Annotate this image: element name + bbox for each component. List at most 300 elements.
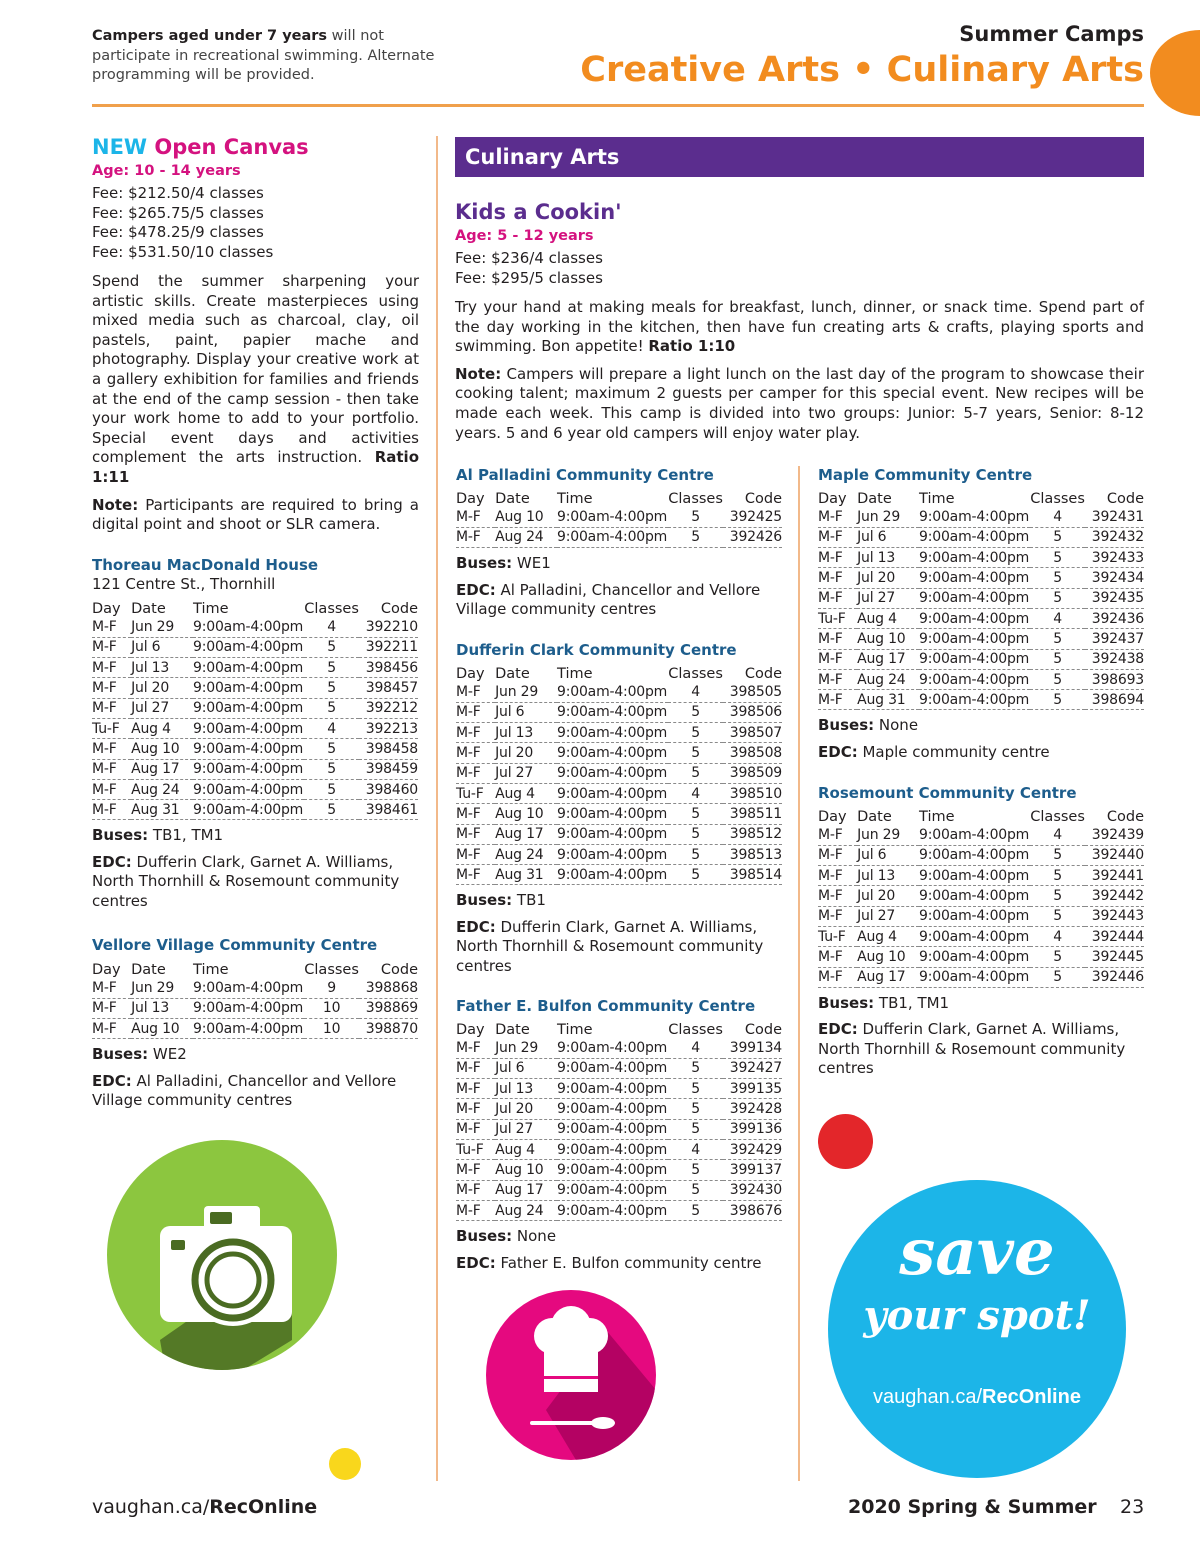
cell-code: 398693 — [1085, 669, 1144, 689]
cell-day: M-F — [92, 779, 131, 799]
cell-classes: 5 — [668, 527, 723, 547]
cell-day: M-F — [456, 804, 495, 824]
table-row — [92, 759, 418, 779]
table-row — [92, 739, 418, 759]
cell-code: 399137 — [723, 1160, 782, 1180]
table-row — [456, 1079, 782, 1099]
table-row — [92, 637, 418, 657]
cell-date: Aug 24 — [495, 844, 557, 864]
cell-date: Aug 4 — [857, 926, 919, 946]
table-row — [818, 866, 1144, 886]
table-row — [818, 507, 1144, 527]
cell-date: Jun 29 — [131, 978, 193, 998]
corner-tab-circle — [1150, 30, 1200, 116]
cell-day: M-F — [456, 763, 495, 783]
cell-code: 398459 — [359, 759, 418, 779]
buses-info: Buses: None — [818, 716, 919, 735]
cell-date: Jul 6 — [495, 1058, 557, 1078]
table-row — [456, 1058, 782, 1078]
cell-classes: 5 — [1030, 690, 1085, 710]
cell-date: Aug 31 — [495, 865, 557, 885]
cell-code: 398507 — [723, 723, 782, 743]
promo-your-spot-text: your spot! — [863, 1292, 1091, 1339]
cell-classes: 4 — [1030, 825, 1085, 845]
cell-day: M-F — [92, 759, 131, 779]
cell-time: 9:00am-4:00pm — [557, 1139, 668, 1159]
cell-code: 392439 — [1085, 825, 1144, 845]
schedule-table — [92, 595, 418, 820]
kids-cookin-description: Try your hand at making meals for breakfast, lunch, dinner, or snack time. Spend part of the day working in the kitchen, then have fun creating arts & crafts, playing sports and swimming. Bon appetite! Ratio 1:10 — [455, 298, 1144, 356]
cell-date: Aug 24 — [131, 779, 193, 799]
cell-classes: 5 — [1030, 866, 1085, 886]
cell-time: 9:00am-4:00pm — [193, 779, 304, 799]
cell-date: Aug 10 — [495, 507, 557, 527]
table-row — [818, 690, 1144, 710]
column-header-time: Time — [193, 601, 229, 617]
cell-code: 392431 — [1085, 507, 1144, 527]
cell-classes: 5 — [1030, 527, 1085, 547]
promo-url[interactable]: vaughan.ca/RecOnline — [873, 1386, 1081, 1408]
cell-time: 9:00am-4:00pm — [193, 698, 304, 718]
header-rule — [92, 104, 1144, 107]
cell-day: M-F — [456, 743, 495, 763]
column-header-date: Date — [495, 666, 530, 682]
cell-classes: 5 — [1030, 568, 1085, 588]
cell-code: 392433 — [1085, 548, 1144, 568]
cell-classes: 5 — [1030, 669, 1085, 689]
fee-line: Fee: $265.75/5 classes — [92, 203, 264, 222]
cell-date: Jul 27 — [495, 763, 557, 783]
schedule-table — [456, 1016, 782, 1221]
column-header-time: Time — [557, 491, 593, 507]
cell-day: M-F — [818, 947, 857, 967]
cell-time: 9:00am-4:00pm — [919, 649, 1030, 669]
kids-cookin-fees — [455, 249, 1144, 288]
table-row — [818, 947, 1144, 967]
cell-time: 9:00am-4:00pm — [919, 886, 1030, 906]
cell-day: M-F — [456, 507, 495, 527]
page-number: 23 — [1120, 1496, 1145, 1518]
cell-time: 9:00am-4:00pm — [557, 1160, 668, 1180]
venue-bulfon — [456, 997, 782, 1273]
column-header-day: Day — [92, 601, 121, 617]
cell-date: Jul 27 — [857, 588, 919, 608]
cell-date: Aug 4 — [131, 718, 193, 738]
cell-date: Jul 13 — [857, 866, 919, 886]
cell-day: M-F — [456, 1079, 495, 1099]
cell-classes: 5 — [668, 865, 723, 885]
cell-day: Tu-F — [818, 926, 857, 946]
table-row — [456, 865, 782, 885]
cell-day: M-F — [818, 568, 857, 588]
cell-code: 392440 — [1085, 845, 1144, 865]
cell-date: Aug 4 — [495, 783, 557, 803]
column-header-classes: Classes — [304, 962, 359, 978]
cell-classes: 5 — [1030, 886, 1085, 906]
cell-day: M-F — [818, 845, 857, 865]
cell-date: Jun 29 — [857, 507, 919, 527]
cell-classes: 5 — [668, 844, 723, 864]
cell-date: Aug 10 — [495, 804, 557, 824]
cell-date: Jun 29 — [131, 617, 193, 637]
buses-info: Buses: WE1 — [456, 554, 551, 573]
buses-info: Buses: WE2 — [92, 1045, 187, 1064]
cell-day: M-F — [818, 967, 857, 987]
cell-time: 9:00am-4:00pm — [919, 588, 1030, 608]
table-row — [818, 886, 1144, 906]
table-row — [456, 1160, 782, 1180]
cell-classes: 5 — [304, 779, 359, 799]
column-header-code: Code — [380, 962, 418, 978]
cell-time: 9:00am-4:00pm — [557, 844, 668, 864]
cell-classes: 5 — [668, 1099, 723, 1119]
cell-code: 398510 — [723, 783, 782, 803]
cell-time: 9:00am-4:00pm — [193, 678, 304, 698]
cell-time: 9:00am-4:00pm — [557, 743, 668, 763]
table-row — [456, 1200, 782, 1220]
cell-code: 398869 — [359, 998, 418, 1018]
cell-time: 9:00am-4:00pm — [193, 800, 304, 820]
cell-code: 398870 — [359, 1019, 418, 1039]
cell-code: 398694 — [1085, 690, 1144, 710]
table-row — [818, 548, 1144, 568]
cell-time: 9:00am-4:00pm — [557, 1119, 668, 1139]
cell-time: 9:00am-4:00pm — [557, 723, 668, 743]
edc-info: EDC: Al Palladini, Chancellor and Vellore Village community centres — [92, 1071, 397, 1110]
schedule-table — [92, 956, 418, 1039]
cell-time: 9:00am-4:00pm — [557, 824, 668, 844]
table-header-row — [456, 485, 782, 507]
cell-date: Jul 13 — [131, 658, 193, 678]
cell-code: 399134 — [723, 1038, 782, 1058]
fee-line: Fee: $236/4 classes — [455, 249, 603, 267]
table-header-row — [92, 595, 418, 617]
cell-time: 9:00am-4:00pm — [557, 1079, 668, 1099]
table-row — [456, 723, 782, 743]
cell-date: Aug 24 — [495, 1200, 557, 1220]
cell-classes: 4 — [668, 682, 723, 702]
kids-cookin-note: Note: Campers will prepare a light lunch on the last day of the program to showcase their cooking talent; maximum 2 guests per camper for this special event. New recipes will be made each week. This camp is divided into two groups: Junior: 5-7 years, Senior: 8-12 years. 5 and 6 year old campers will enjoy water play. — [455, 364, 1144, 442]
cell-classes: 5 — [668, 804, 723, 824]
cell-date: Jul 27 — [131, 698, 193, 718]
venue-vellore — [92, 936, 419, 1111]
table-header-row — [456, 1016, 782, 1038]
cell-code: 398505 — [723, 682, 782, 702]
column-header-code: Code — [744, 491, 782, 507]
cell-time: 9:00am-4:00pm — [193, 718, 304, 738]
column-header-classes: Classes — [1030, 809, 1085, 825]
table-row — [92, 779, 418, 799]
venue-maple — [818, 466, 1145, 762]
table-row — [818, 825, 1144, 845]
cell-classes: 5 — [668, 1180, 723, 1200]
cell-code: 398511 — [723, 804, 782, 824]
cell-date: Aug 4 — [857, 608, 919, 628]
cell-day: M-F — [456, 702, 495, 722]
cell-code: 398508 — [723, 743, 782, 763]
cell-day: M-F — [818, 825, 857, 845]
column-header-date: Date — [495, 491, 530, 507]
cell-day: M-F — [456, 1058, 495, 1078]
cell-date: Aug 24 — [495, 527, 557, 547]
cell-classes: 4 — [1030, 507, 1085, 527]
venue-thoreau — [92, 556, 419, 911]
cell-date: Jul 20 — [495, 743, 557, 763]
cell-day: M-F — [456, 1099, 495, 1119]
table-header-row — [818, 485, 1144, 507]
decorative-yellow-dot — [329, 1448, 361, 1480]
venue-address: 121 Centre St., Thornhill — [92, 575, 276, 593]
cell-code: 398676 — [723, 1200, 782, 1220]
cell-date: Jul 6 — [857, 527, 919, 547]
cell-code: 392435 — [1085, 588, 1144, 608]
column-header-classes: Classes — [668, 1022, 723, 1038]
open-canvas-fees — [92, 184, 419, 262]
cell-classes: 4 — [668, 783, 723, 803]
cell-time: 9:00am-4:00pm — [557, 1099, 668, 1119]
cell-code: 392446 — [1085, 967, 1144, 987]
venue-name: Vellore Village Community Centre — [92, 936, 378, 954]
column-header-time: Time — [919, 491, 955, 507]
section-category: Summer Camps — [959, 22, 1144, 46]
column-header-date: Date — [131, 601, 166, 617]
cell-classes: 5 — [668, 1058, 723, 1078]
cell-code: 392437 — [1085, 629, 1144, 649]
cell-date: Aug 10 — [131, 1019, 193, 1039]
cell-classes: 5 — [1030, 629, 1085, 649]
cell-time: 9:00am-4:00pm — [557, 804, 668, 824]
cell-classes: 4 — [1030, 926, 1085, 946]
cell-date: Jul 20 — [131, 678, 193, 698]
cell-date: Jul 20 — [495, 1099, 557, 1119]
cell-code: 392438 — [1085, 649, 1144, 669]
column-header-classes: Classes — [1030, 491, 1085, 507]
cell-day: Tu-F — [92, 718, 131, 738]
cell-code: 392210 — [359, 617, 418, 637]
column-header-date: Date — [495, 1022, 530, 1038]
cell-time: 9:00am-4:00pm — [557, 682, 668, 702]
table-row — [92, 800, 418, 820]
cell-code: 392426 — [723, 527, 782, 547]
open-canvas-section — [92, 135, 419, 535]
cell-time: 9:00am-4:00pm — [193, 978, 304, 998]
edc-info: EDC: Father E. Bulfon community centre — [456, 1253, 762, 1272]
cell-day: M-F — [92, 978, 131, 998]
cell-day: M-F — [92, 998, 131, 1018]
cell-date: Jun 29 — [495, 1038, 557, 1058]
cell-time: 9:00am-4:00pm — [193, 658, 304, 678]
cell-date: Aug 10 — [857, 947, 919, 967]
kids-cookin-section — [455, 200, 1144, 443]
cell-code: 398460 — [359, 779, 418, 799]
buses-info: Buses: TB1, TM1 — [92, 826, 224, 845]
table-row — [456, 527, 782, 547]
cell-date: Jul 27 — [857, 906, 919, 926]
cell-time: 9:00am-4:00pm — [919, 967, 1030, 987]
fee-line: Fee: $212.50/4 classes — [92, 184, 264, 202]
cell-classes: 9 — [304, 978, 359, 998]
cell-code: 392436 — [1085, 608, 1144, 628]
cell-day: M-F — [818, 866, 857, 886]
cell-day: M-F — [456, 682, 495, 702]
buses-info: Buses: TB1, TM1 — [818, 993, 950, 1012]
cell-day: M-F — [818, 906, 857, 926]
venue-dufferin — [456, 641, 782, 976]
table-row — [818, 845, 1144, 865]
cell-day: M-F — [456, 1038, 495, 1058]
cell-day: M-F — [456, 844, 495, 864]
open-canvas-title: Open Canvas — [154, 135, 309, 159]
cell-day: M-F — [818, 588, 857, 608]
cell-date: Aug 31 — [857, 690, 919, 710]
edc-info: EDC: Maple community centre — [818, 742, 1050, 761]
cell-code: 398513 — [723, 844, 782, 864]
cell-time: 9:00am-4:00pm — [919, 608, 1030, 628]
cell-code: 392432 — [1085, 527, 1144, 547]
table-row — [818, 608, 1144, 628]
venue-name: Father E. Bulfon Community Centre — [456, 997, 756, 1015]
cell-time: 9:00am-4:00pm — [557, 1200, 668, 1220]
cell-classes: 10 — [304, 1019, 359, 1039]
column-header-time: Time — [557, 666, 593, 682]
footer-season: 2020 Spring & Summer — [848, 1496, 1097, 1518]
cell-code: 392442 — [1085, 886, 1144, 906]
cell-day: M-F — [456, 1180, 495, 1200]
cell-classes: 5 — [668, 763, 723, 783]
table-row — [818, 629, 1144, 649]
cell-code: 392430 — [723, 1180, 782, 1200]
cell-date: Jul 13 — [857, 548, 919, 568]
table-row — [92, 978, 418, 998]
column-header-time: Time — [919, 809, 955, 825]
column-header-day: Day — [456, 666, 485, 682]
cell-classes: 4 — [304, 617, 359, 637]
table-row — [818, 906, 1144, 926]
column-header-day: Day — [456, 491, 485, 507]
cell-classes: 5 — [1030, 947, 1085, 967]
cell-day: M-F — [92, 739, 131, 759]
cell-date: Aug 10 — [857, 629, 919, 649]
cell-time: 9:00am-4:00pm — [557, 527, 668, 547]
cell-time: 9:00am-4:00pm — [919, 845, 1030, 865]
cell-day: M-F — [456, 527, 495, 547]
cell-time: 9:00am-4:00pm — [193, 759, 304, 779]
cell-classes: 5 — [668, 1200, 723, 1220]
cell-day: M-F — [456, 1119, 495, 1139]
cell-code: 398456 — [359, 658, 418, 678]
table-row — [456, 1038, 782, 1058]
cell-classes: 4 — [668, 1038, 723, 1058]
cell-classes: 5 — [304, 698, 359, 718]
decorative-red-dot — [818, 1114, 873, 1169]
cell-day: M-F — [92, 1019, 131, 1039]
cell-classes: 5 — [668, 743, 723, 763]
cell-date: Aug 10 — [495, 1160, 557, 1180]
buses-info: Buses: None — [456, 1227, 557, 1246]
save-your-spot-promo[interactable] — [828, 1180, 1126, 1478]
cell-date: Jul 6 — [131, 637, 193, 657]
schedule-table — [456, 660, 782, 885]
cell-code: 392434 — [1085, 568, 1144, 588]
table-row — [92, 1019, 418, 1039]
cell-time: 9:00am-4:00pm — [557, 507, 668, 527]
cell-code: 398514 — [723, 865, 782, 885]
cell-classes: 5 — [668, 507, 723, 527]
column-header-date: Date — [857, 809, 892, 825]
cell-date: Aug 17 — [857, 649, 919, 669]
open-canvas-description: Spend the summer sharpening your artistic skills. Create masterpieces using mixed media such as charcoal, clay, oil pastels, paint, papier mache and photography. Display your creative work at a gallery exhibition for families and friends at the end of the camp session - then take your work home to add to your portfolio. Special event days and activities complement the arts instruction. Ratio 1:11 — [92, 272, 419, 486]
table-row — [818, 669, 1144, 689]
edc-info: EDC: Dufferin Clark, Garnet A. Williams, North Thornhill & Rosemount community centres — [456, 917, 764, 975]
table-row — [818, 588, 1144, 608]
new-label: NEW — [92, 135, 148, 159]
cell-classes: 5 — [668, 1079, 723, 1099]
cell-day: M-F — [818, 629, 857, 649]
cell-time: 9:00am-4:00pm — [557, 783, 668, 803]
cell-time: 9:00am-4:00pm — [557, 1038, 668, 1058]
cell-classes: 5 — [304, 678, 359, 698]
cell-code: 392211 — [359, 637, 418, 657]
column-header-code: Code — [1106, 809, 1144, 825]
table-row — [456, 783, 782, 803]
edc-info: EDC: Al Palladini, Chancellor and Vellore Village community centres — [456, 580, 761, 619]
cell-code: 392441 — [1085, 866, 1144, 886]
venue-name: Thoreau MacDonald House — [92, 556, 319, 574]
schedule-table — [456, 485, 782, 548]
cell-time: 9:00am-4:00pm — [919, 629, 1030, 649]
cell-time: 9:00am-4:00pm — [557, 1180, 668, 1200]
cell-classes: 10 — [304, 998, 359, 1018]
open-canvas-heading — [92, 135, 419, 159]
cell-day: M-F — [92, 637, 131, 657]
table-row — [92, 617, 418, 637]
cell-code: 398506 — [723, 702, 782, 722]
cell-time: 9:00am-4:00pm — [557, 702, 668, 722]
cell-code: 392429 — [723, 1139, 782, 1159]
fee-line: Fee: $295/5 classes — [455, 268, 603, 287]
cell-code: 398461 — [359, 800, 418, 820]
cell-date: Aug 17 — [495, 824, 557, 844]
cell-code: 398458 — [359, 739, 418, 759]
venue-palladini — [456, 466, 782, 620]
table-row — [818, 649, 1144, 669]
cell-code: 398509 — [723, 763, 782, 783]
table-row — [456, 804, 782, 824]
column-header-code: Code — [1106, 491, 1144, 507]
cell-day: M-F — [818, 690, 857, 710]
promo-save-text: save — [899, 1215, 1055, 1290]
cell-time: 9:00am-4:00pm — [557, 763, 668, 783]
cell-time: 9:00am-4:00pm — [919, 507, 1030, 527]
cell-time: 9:00am-4:00pm — [557, 1058, 668, 1078]
cell-classes: 5 — [1030, 967, 1085, 987]
column-header-time: Time — [557, 1022, 593, 1038]
header-note: Campers aged under 7 years will not participate in recreational swimming. Alternate programming will be provided. — [92, 28, 435, 83]
cell-time: 9:00am-4:00pm — [919, 568, 1030, 588]
table-row — [92, 698, 418, 718]
cell-code: 392213 — [359, 718, 418, 738]
cell-time: 9:00am-4:00pm — [919, 527, 1030, 547]
cell-day: M-F — [92, 617, 131, 637]
cell-code: 392428 — [723, 1099, 782, 1119]
cell-day: M-F — [92, 698, 131, 718]
column-header-day: Day — [92, 962, 121, 978]
cell-time: 9:00am-4:00pm — [193, 1019, 304, 1039]
camera-icon — [107, 1140, 337, 1370]
footer-url[interactable]: vaughan.ca/RecOnline — [92, 1496, 318, 1518]
cell-code: 398457 — [359, 678, 418, 698]
venue-name: Rosemount Community Centre — [818, 784, 1077, 802]
